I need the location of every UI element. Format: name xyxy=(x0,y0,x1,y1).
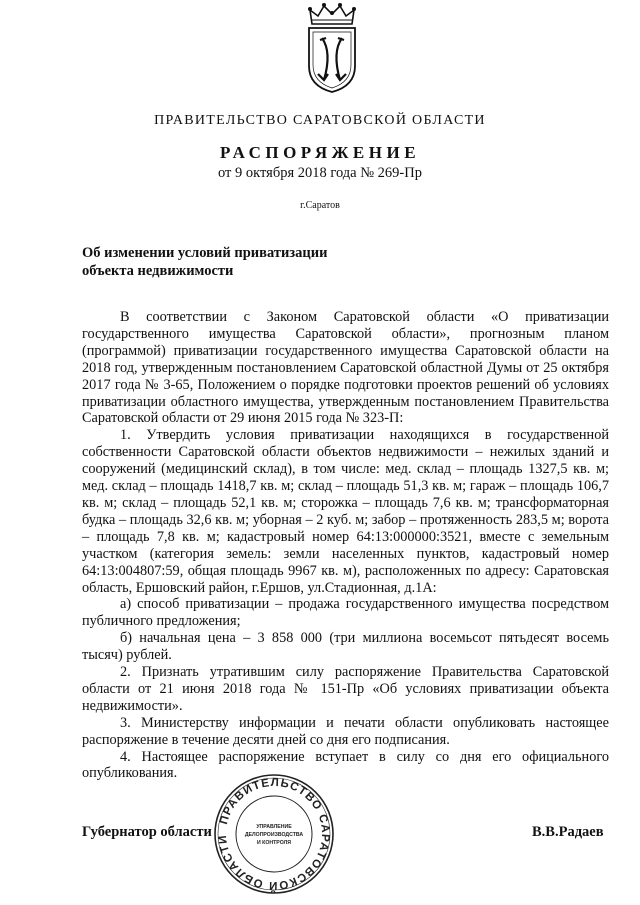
document-subject xyxy=(82,244,327,280)
signatory-position: Губернатор области xyxy=(82,824,212,840)
body-paragraph: а) способ приватизации – продажа государственного имущества посредством публичного предложения; xyxy=(82,596,609,630)
document-date-number: от 9 октября 2018 года № 269-Пр xyxy=(218,165,422,181)
stamp-inner-line-3: И КОНТРОЛЯ xyxy=(257,840,291,846)
stamp-inner-line-2: ДЕЛОПРОИЗВОДСТВА xyxy=(244,832,304,838)
government-name: ПРАВИТЕЛЬСТВО САРАТОВСКОЙ ОБЛАСТИ xyxy=(154,113,486,128)
signatory-name: В.В.Радаев xyxy=(532,824,604,840)
document-type: РАСПОРЯЖЕНИЕ xyxy=(219,143,421,162)
body-paragraph: В соответствии с Законом Саратовской области «О приватизации государственного имущества Саратовской области», прогнозным планом (программой) приватизации государственного имущества Саратовской области на 2018 год, утвержденным постановлением Саратовской областной Думы от 25 октября 2017 года № 3-65, Положением о порядке подготовки проектов решений об условиях приватизации областного имущества, утвержденным постановлением Правительства Саратовской области от 29 июня 2015 года № 323-П: xyxy=(82,309,609,427)
subject-line-2: объекта недвижимости xyxy=(82,263,234,279)
official-stamp xyxy=(212,772,336,896)
stamp-ring-text: ПРАВИТЕЛЬСТВО САРАТОВСКОЙ ОБЛАСТИ xyxy=(216,776,332,892)
body-paragraph: 4. Настоящее распоряжение вступает в силу со дня его официального опубликования. xyxy=(82,748,609,782)
body-paragraph: б) начальная цена – 3 858 000 (три миллиона восемьсот пятьдесят восемь тысяч) рублей. xyxy=(82,630,609,664)
coat-of-arms-icon xyxy=(298,2,366,94)
body-paragraph: 3. Министерству информации и печати области опубликовать настоящее распоряжение в течение десяти дней со дня его подписания. xyxy=(82,714,609,748)
body-paragraph: 1. Утвердить условия приватизации находящихся в государственной собственности Саратовской области объектов недвижимости – нежилых зданий и сооружений (медицинский склад), в том числе: мед. склад – площадь 1327,5 кв. м; мед. склад – площадь 1418,7 кв. м; склад – площадь 51,3 кв. м; гараж – площадь 106,7 кв. м; склад – площадь 52,1 кв. м; сторожка – площадь 7,6 кв. м; трансформаторная будка – площадь 32,6 кв. м; уборная – 2 куб. м; забор – протяженность 283,5 м; ворота – площадь 7,8 кв. м; кадастровый номер 64:13:000000:3521, вместе с земельным участком (категория земель: земли населенных пунктов, кадастровый номер 64:13:004807:59, общая площадь 9967 кв. м), расположенных по адресу: Саратовская область, Ершовский район, г.Ершов, ул.Стадионная, д.1А: xyxy=(82,427,609,596)
body-paragraph: 2. Признать утратившим силу распоряжение Правительства Саратовской области от 21 июня 2018 года № 151-Пр «Об условиях приватизации объекта недвижимости». xyxy=(82,664,609,714)
stamp-inner-line-1: УПРАВЛЕНИЕ xyxy=(256,824,292,830)
document-body xyxy=(82,309,609,782)
document-city: г.Саратов xyxy=(300,200,340,211)
subject-line-1: Об изменении условий приватизации xyxy=(82,245,328,261)
